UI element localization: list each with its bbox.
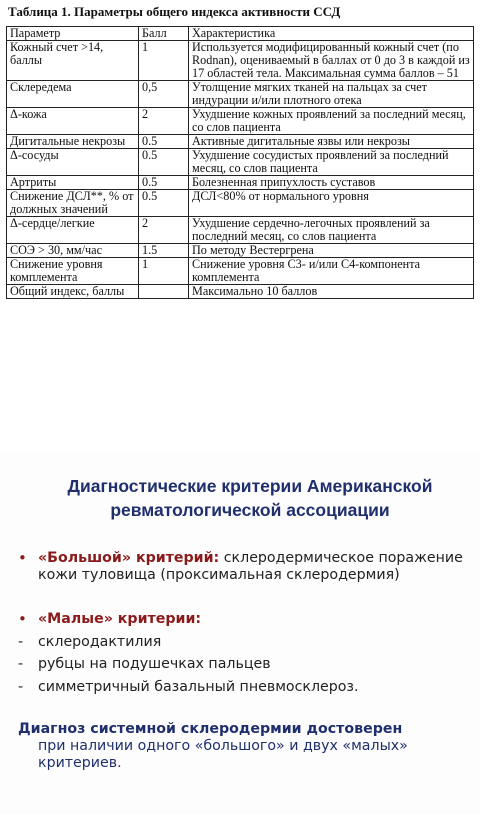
table-row <box>7 81 474 108</box>
slide-heading: Диагностические критерии Американской ревматологической ассоциации <box>67 476 433 520</box>
score-cell: 1.5 <box>139 244 189 258</box>
score-cell: 0.5 <box>139 190 189 217</box>
description-cell: Ухудшение сердечно-легочных проявлений за последний месяц, со слов пациента <box>189 217 474 244</box>
score-cell: 2 <box>139 217 189 244</box>
description-cell: Утолщение мягких тканей на пальцах за счет индурации и/или плотного отека <box>189 81 474 108</box>
score-cell: 1 <box>139 41 189 81</box>
parameter-cell: Склередема <box>7 81 139 108</box>
header-description: Характеристика <box>189 27 474 41</box>
bullet-icon: • <box>18 610 27 628</box>
diagnosis-bold: Диагноз системной склеродермии достоверен <box>18 721 403 737</box>
score-cell: 2 <box>139 108 189 135</box>
major-label: «Большой» критерий: <box>38 550 220 566</box>
minor-criteria-header <box>18 611 468 628</box>
description-cell: Используется модифицированный кожный счет (по Rodnan), оцениваемый в баллах от 0 до 3 в каждой из 17 областей тела. Максимальная сумма баллов – 51 <box>189 41 474 81</box>
description-cell: Максимально 10 баллов <box>189 285 474 299</box>
list-item <box>18 679 468 696</box>
score-cell: 1 <box>139 258 189 285</box>
description-cell: ДСЛ<80% от нормального уровня <box>189 190 474 217</box>
table-row <box>7 149 474 176</box>
diagnosis-rest: при наличии одного «большого» и двух «малых» критериев. <box>38 738 408 771</box>
minor-item-2: рубцы на подушечках пальцев <box>38 656 271 672</box>
parameter-cell: Артриты <box>7 176 139 190</box>
parameter-cell: Дигитальные некрозы <box>7 135 139 149</box>
list-item <box>18 634 468 651</box>
table-row <box>7 244 474 258</box>
parameter-cell: Δ-кожа <box>7 108 139 135</box>
table-title: Таблица 1. Параметры общего индекса активности ССД <box>8 4 341 19</box>
parameter-cell: Общий индекс, баллы <box>7 285 139 299</box>
bullet-icon: • <box>18 549 27 567</box>
description-cell: Ухудшение сосудистых проявлений за последний месяц, со слов пациента <box>189 149 474 176</box>
table-row <box>7 108 474 135</box>
score-cell <box>139 285 189 299</box>
score-cell: 0.5 <box>139 135 189 149</box>
description-cell: Активные дигитальные язвы или некрозы <box>189 135 474 149</box>
table-header-row <box>7 27 474 41</box>
description-cell: Ухудшение кожных проявлений за последний месяц, со слов пациента <box>189 108 474 135</box>
major-criterion <box>18 550 468 584</box>
dash-icon: - <box>18 679 24 695</box>
description-cell: Снижение уровня С3- и/или С4-компонента комплемента <box>189 258 474 285</box>
parameter-cell: Δ-сосуды <box>7 149 139 176</box>
score-cell: 0.5 <box>139 176 189 190</box>
parameter-cell: Δ-сердце/легкие <box>7 217 139 244</box>
parameter-cell: Кожный счет >14, баллы <box>7 41 139 81</box>
criteria-slide <box>0 452 480 814</box>
table-row <box>7 217 474 244</box>
score-cell: 0.5 <box>139 149 189 176</box>
parameter-cell: Снижение ДСЛ**, % от должных значений <box>7 190 139 217</box>
header-parameter: Параметр <box>7 27 139 41</box>
table-row <box>7 41 474 81</box>
parameter-cell: СОЭ > 30, мм/час <box>7 244 139 258</box>
table-row <box>7 176 474 190</box>
minor-label: «Малые» критерии: <box>38 611 202 627</box>
diagnosis-statement <box>18 721 468 772</box>
list-item <box>18 656 468 673</box>
header-score: Балл <box>139 27 189 41</box>
minor-item-3: симметричный базальный пневмосклероз. <box>38 679 359 695</box>
dash-icon: - <box>18 634 24 650</box>
parameter-cell: Снижение уровня комплемента <box>7 258 139 285</box>
table-row <box>7 258 474 285</box>
dash-icon: - <box>18 656 24 672</box>
score-cell: 0,5 <box>139 81 189 108</box>
major-text: склеродермическое поражение кожи туловища (проксимальная склеродермия) <box>38 550 463 583</box>
description-cell: По методу Вестергрена <box>189 244 474 258</box>
parameters-table <box>6 26 474 299</box>
description-cell: Болезненная припухлость суставов <box>189 176 474 190</box>
minor-item-1: склеродактилия <box>38 634 162 650</box>
table-row <box>7 135 474 149</box>
table-row <box>7 190 474 217</box>
table-row <box>7 285 474 299</box>
